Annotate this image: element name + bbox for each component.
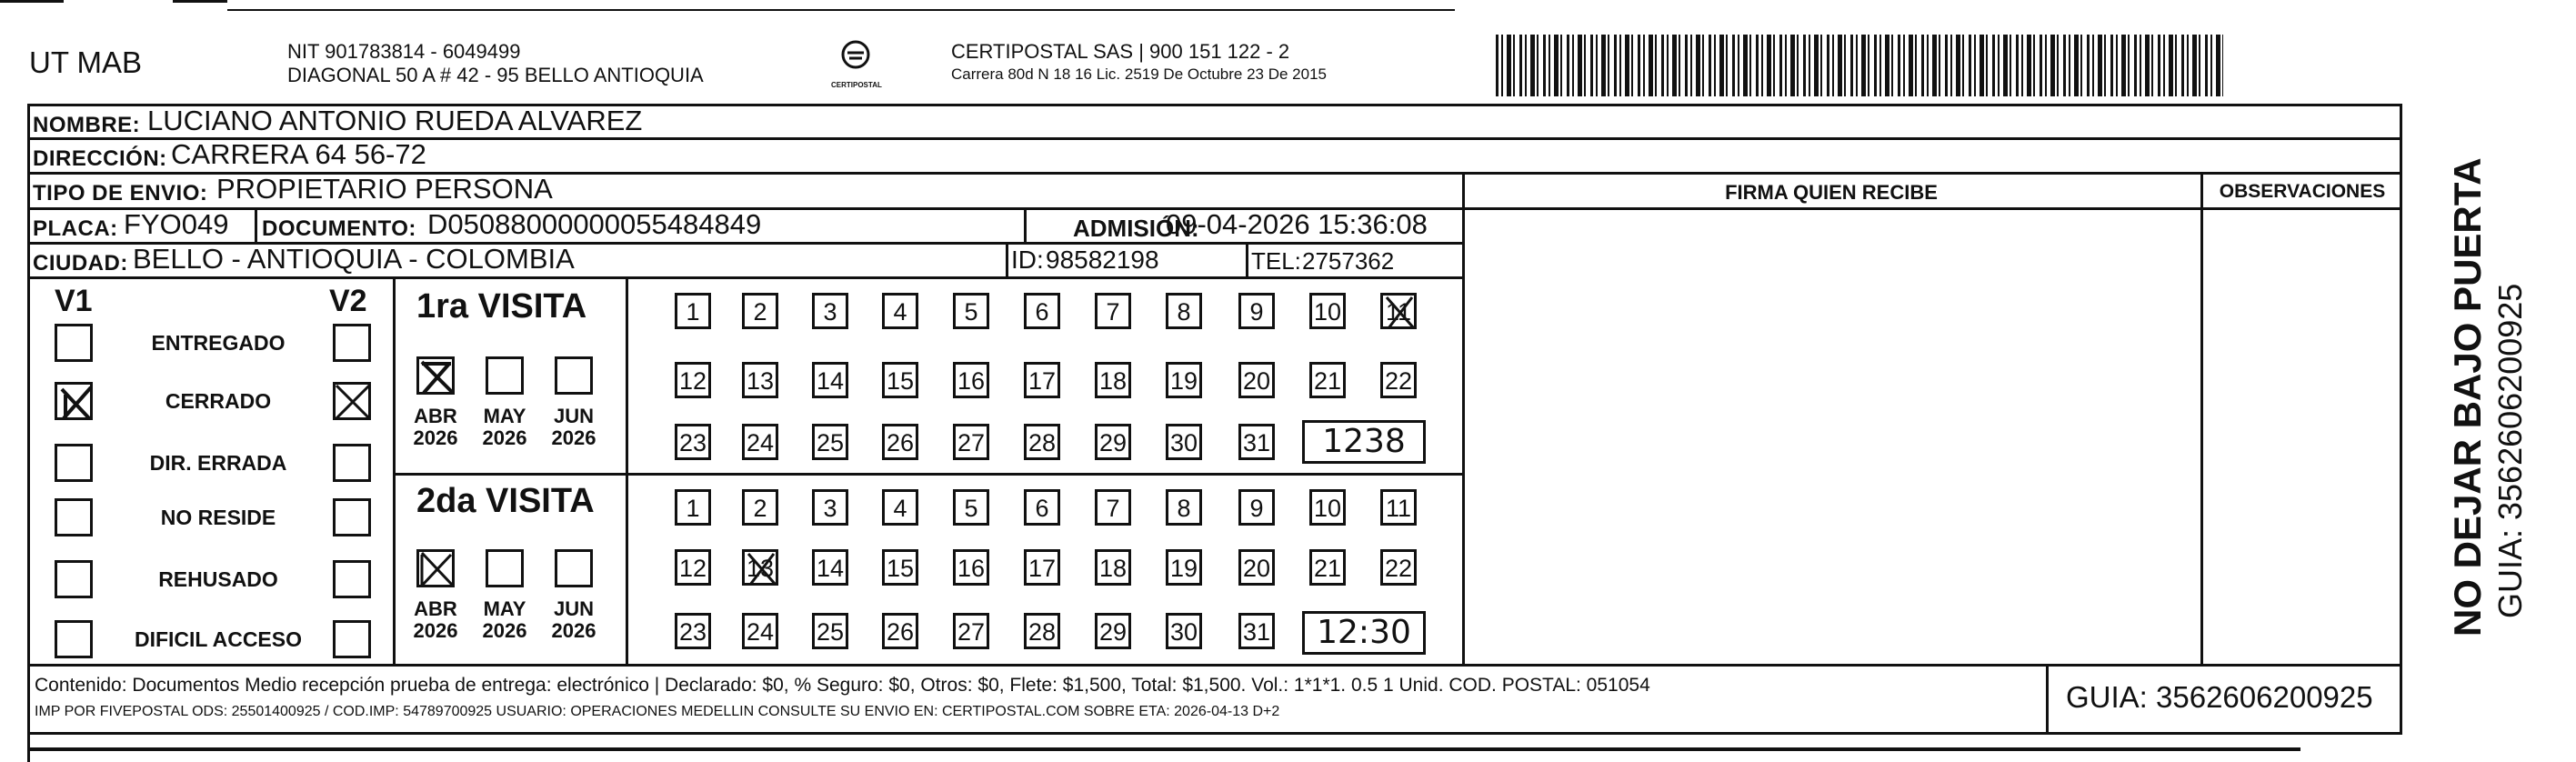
address-label: DIRECCIÓN:	[33, 146, 167, 171]
second-visit-may-checkbox[interactable]	[486, 549, 524, 587]
day-number: 9	[1249, 298, 1264, 326]
footer-divider	[2046, 664, 2049, 735]
second-visit-day-13[interactable]	[742, 549, 778, 586]
check-mark-icon	[416, 549, 455, 587]
day-number: 23	[678, 618, 707, 646]
day-number: 21	[1313, 555, 1342, 582]
bottom-rule	[27, 747, 2300, 751]
first-visit-month-jun: JUN 2026	[551, 405, 596, 449]
status-dir-errada: DIR. ERRADA	[149, 451, 287, 475]
day-number: 29	[1098, 618, 1128, 646]
second-visit-day-23[interactable]	[675, 613, 711, 649]
day-number: 28	[1027, 429, 1057, 456]
row-divider	[27, 276, 1464, 279]
second-visit-day-22[interactable]	[1380, 549, 1417, 586]
v1-dir-errada-checkbox[interactable]	[55, 444, 93, 482]
first-visit-jun-checkbox[interactable]	[555, 356, 593, 395]
day-number: 23	[678, 429, 707, 456]
edge-mark	[0, 0, 64, 3]
second-visit-day-31[interactable]	[1238, 613, 1275, 649]
first-visit-day-14[interactable]	[812, 362, 848, 398]
day-number: 13	[746, 555, 775, 582]
day-number: 31	[1242, 429, 1271, 456]
first-visit-day-28[interactable]	[1024, 424, 1060, 460]
second-visit-abr-checkbox[interactable]	[416, 549, 455, 587]
first-visit-title: 1ra VISITA	[416, 287, 587, 326]
second-visit-day-9[interactable]	[1238, 489, 1275, 526]
day-number: 5	[964, 298, 978, 326]
v2-entregado-checkbox[interactable]	[333, 324, 371, 362]
status-no-reside: NO RESIDE	[160, 506, 276, 529]
day-number: 27	[957, 429, 986, 456]
admission-value: 09-04-2026 15:36:08	[1166, 208, 1428, 240]
day-number: 2	[753, 495, 767, 522]
check-mark-icon	[416, 356, 455, 395]
v1-label: V1	[55, 284, 93, 318]
first-visit-may-checkbox[interactable]	[486, 356, 524, 395]
day-number: 12	[678, 367, 707, 395]
day-number: 24	[746, 618, 775, 646]
second-visit-day-25[interactable]	[812, 613, 848, 649]
first-visit-day-23[interactable]	[675, 424, 711, 460]
id-value: 98582198	[1046, 246, 1159, 274]
first-visit-time: 1238	[1302, 420, 1426, 464]
second-visit-month-may: MAY 2026	[482, 597, 527, 642]
first-visit-abr-checkbox[interactable]	[416, 356, 455, 395]
company-name: UT MAB	[29, 45, 143, 79]
v1-no-reside-checkbox[interactable]	[55, 498, 93, 536]
first-visit-day-11[interactable]	[1380, 293, 1417, 329]
second-visit-month-abr: ABR 2026	[413, 597, 458, 642]
visit-divider	[393, 473, 1462, 476]
second-visit-day-10[interactable]	[1309, 489, 1346, 526]
day-number: 16	[957, 555, 986, 582]
day-number: 26	[886, 429, 915, 456]
day-number: 15	[886, 367, 915, 395]
day-number: 10	[1313, 495, 1342, 522]
day-number: 7	[1106, 298, 1120, 326]
cell-divider	[1024, 207, 1027, 242]
day-number: 20	[1242, 555, 1271, 582]
top-rule	[227, 9, 1455, 11]
tel-value: 2757362	[1302, 247, 1395, 275]
second-visit-day-24[interactable]	[742, 613, 778, 649]
second-visit-day-1[interactable]	[675, 489, 711, 526]
first-visit-day-30[interactable]	[1166, 424, 1202, 460]
day-number: 8	[1177, 298, 1191, 326]
v2-rehusado-checkbox[interactable]	[333, 560, 371, 598]
status-rehusado: REHUSADO	[158, 567, 278, 591]
tel-label: TEL:	[1251, 247, 1301, 275]
check-mark-icon	[55, 382, 93, 420]
v1-cerrado-checkbox[interactable]	[55, 382, 93, 420]
day-number: 1	[686, 298, 700, 326]
recipient-address: CARRERA 64 56-72	[171, 138, 426, 170]
edge-mark	[173, 0, 227, 3]
first-visit-day-1[interactable]	[675, 293, 711, 329]
first-visit-day-19[interactable]	[1166, 362, 1202, 398]
day-number: 26	[886, 618, 915, 646]
status-dificil-acceso: DIFICIL ACCESO	[134, 627, 302, 651]
second-visit-jun-checkbox[interactable]	[555, 549, 593, 587]
cell-divider	[255, 207, 257, 242]
day-number: 9	[1249, 495, 1264, 522]
day-number: 14	[816, 555, 845, 582]
second-visit-day-19[interactable]	[1166, 549, 1202, 586]
day-number: 28	[1027, 618, 1057, 646]
footer-content: Contenido: Documentos Medio recepción prueba de entrega: electrónico | Declarado: $0, % Seguro: $0, Otros: $0, Flete: $1,500, Total: $1,500. Vol.: 1*1*1. 0.5 1 Unid. COD. POSTAL: 051054	[35, 675, 1650, 696]
plate-label: PLACA:	[33, 216, 118, 241]
first-visit-day-7[interactable]	[1095, 293, 1131, 329]
day-number: 22	[1384, 367, 1413, 395]
day-number: 2	[753, 298, 767, 326]
first-visit-day-31[interactable]	[1238, 424, 1275, 460]
day-number: 20	[1242, 367, 1271, 395]
side-guia: GUIA: 3562606200925	[2491, 283, 2529, 618]
first-visit-month-may: MAY 2026	[482, 405, 527, 449]
first-visit-day-25[interactable]	[812, 424, 848, 460]
second-visit-day-12[interactable]	[675, 549, 711, 586]
first-visit-day-24[interactable]	[742, 424, 778, 460]
check-mark-icon	[741, 548, 781, 588]
day-number: 25	[816, 618, 845, 646]
day-number: 18	[1098, 367, 1128, 395]
day-number: 11	[1385, 495, 1412, 522]
day-number: 6	[1035, 495, 1049, 522]
footer-print-info: IMP POR FIVEPOSTAL ODS: 25501400925 / COD.IMP: 54789700925 USUARIO: OPERACIONES MEDELLIN CONSULTE SU ENVIO EN: CERTIPOSTAL.COM SOBRE ETA: 2026-04-13 D+2	[35, 704, 1280, 719]
second-visit-day-28[interactable]	[1024, 613, 1060, 649]
first-visit-day-13[interactable]	[742, 362, 778, 398]
second-visit-day-7[interactable]	[1095, 489, 1131, 526]
second-visit-day-26[interactable]	[882, 613, 918, 649]
status-section-border	[393, 276, 396, 664]
second-visit-day-5[interactable]	[953, 489, 989, 526]
day-number: 16	[957, 367, 986, 395]
second-visit-day-20[interactable]	[1238, 549, 1275, 586]
second-visit-day-3[interactable]	[812, 489, 848, 526]
day-number: 30	[1169, 618, 1198, 646]
observations-header: OBSERVACIONES	[2219, 181, 2386, 202]
second-visit-day-6[interactable]	[1024, 489, 1060, 526]
certipostal-logo: CERTIPOSTAL	[831, 36, 880, 91]
signature-area[interactable]	[1465, 210, 2200, 664]
first-visit-day-8[interactable]	[1166, 293, 1202, 329]
first-visit-day-27[interactable]	[953, 424, 989, 460]
first-visit-day-10[interactable]	[1309, 293, 1346, 329]
cell-divider	[1006, 242, 1008, 276]
footer-guia: GUIA: 3562606200925	[2066, 680, 2373, 714]
second-visit-time: 12:30	[1302, 611, 1426, 655]
first-visit-day-18[interactable]	[1095, 362, 1131, 398]
day-number: 19	[1169, 367, 1198, 395]
cell-divider	[1246, 242, 1248, 276]
day-number: 13	[746, 367, 775, 395]
id-label: ID:	[1011, 246, 1044, 274]
city-value: BELLO - ANTIOQUIA - COLOMBIA	[133, 243, 575, 275]
plate-value: FYO049	[124, 208, 229, 240]
v1-dificil-acceso-checkbox[interactable]	[55, 620, 93, 658]
second-visit-day-21[interactable]	[1309, 549, 1346, 586]
second-visit-day-17[interactable]	[1024, 549, 1060, 586]
first-visit-day-17[interactable]	[1024, 362, 1060, 398]
first-visit-day-4[interactable]	[882, 293, 918, 329]
document-label: DOCUMENTO:	[262, 216, 416, 241]
day-number: 14	[816, 367, 845, 395]
second-visit-day-8[interactable]	[1166, 489, 1202, 526]
day-number: 15	[886, 555, 915, 582]
day-number: 21	[1313, 367, 1342, 395]
second-visit-day-2[interactable]	[742, 489, 778, 526]
v2-dir-errada-checkbox[interactable]	[333, 444, 371, 482]
v2-cerrado-checkbox[interactable]	[333, 382, 371, 420]
company-address: DIAGONAL 50 A # 42 - 95 BELLO ANTIOQUIA	[287, 64, 704, 86]
first-visit-day-15[interactable]	[882, 362, 918, 398]
day-number: 7	[1106, 495, 1120, 522]
carrier-name: CERTIPOSTAL SAS | 900 151 122 - 2	[951, 40, 1290, 63]
day-number: 25	[816, 429, 845, 456]
day-number: 3	[823, 495, 837, 522]
first-visit-day-5[interactable]	[953, 293, 989, 329]
second-visit-day-29[interactable]	[1095, 613, 1131, 649]
day-number: 6	[1035, 298, 1049, 326]
signature-header: FIRMA QUIEN RECIBE	[1725, 181, 1938, 204]
shipment-type: PROPIETARIO PERSONA	[216, 173, 553, 205]
observations-area[interactable]	[2203, 210, 2401, 664]
day-number: 17	[1027, 367, 1057, 395]
day-number: 19	[1169, 555, 1198, 582]
second-visit-day-11[interactable]	[1380, 489, 1417, 526]
day-number: 10	[1313, 298, 1342, 326]
day-number: 8	[1177, 495, 1191, 522]
recipient-name: LUCIANO ANTONIO RUEDA ALVAREZ	[147, 105, 643, 136]
v1-rehusado-checkbox[interactable]	[55, 560, 93, 598]
day-number: 17	[1027, 555, 1057, 582]
first-visit-day-9[interactable]	[1238, 293, 1275, 329]
side-warning: NO DEJAR BAJO PUERTA	[2446, 157, 2489, 637]
first-visit-day-20[interactable]	[1238, 362, 1275, 398]
first-visit-month-abr: ABR 2026	[413, 405, 458, 449]
shipment-type-label: TIPO DE ENVIO:	[33, 181, 208, 206]
day-number: 3	[823, 298, 837, 326]
second-visit-day-16[interactable]	[953, 549, 989, 586]
day-number: 11	[1385, 298, 1412, 326]
second-visit-day-14[interactable]	[812, 549, 848, 586]
day-number: 30	[1169, 429, 1198, 456]
visit-day-divider	[626, 276, 628, 664]
second-visit-day-15[interactable]	[882, 549, 918, 586]
first-visit-day-3[interactable]	[812, 293, 848, 329]
first-visit-day-2[interactable]	[742, 293, 778, 329]
first-visit-day-29[interactable]	[1095, 424, 1131, 460]
first-visit-day-26[interactable]	[882, 424, 918, 460]
tracking-barcode	[1496, 35, 2223, 96]
bottom-tick	[27, 735, 30, 762]
v2-no-reside-checkbox[interactable]	[333, 498, 371, 536]
day-number: 4	[893, 298, 907, 326]
day-number: 22	[1384, 555, 1413, 582]
company-nit: NIT 901783814 - 6049499	[287, 40, 521, 63]
second-visit-day-30[interactable]	[1166, 613, 1202, 649]
second-visit-day-4[interactable]	[882, 489, 918, 526]
day-number: 29	[1098, 429, 1128, 456]
check-mark-icon	[1379, 292, 1419, 332]
day-number: 1	[686, 495, 700, 522]
day-number: 5	[964, 495, 978, 522]
first-visit-day-6[interactable]	[1024, 293, 1060, 329]
status-cerrado: CERRADO	[165, 389, 272, 413]
day-number: 27	[957, 618, 986, 646]
day-number: 18	[1098, 555, 1128, 582]
first-visit-day-16[interactable]	[953, 362, 989, 398]
day-number: 4	[893, 495, 907, 522]
v2-dificil-acceso-checkbox[interactable]	[333, 620, 371, 658]
document-value: D05088000000055484849	[427, 208, 762, 240]
second-visit-title: 2da VISITA	[416, 482, 595, 520]
carrier-address: Carrera 80d N 18 16 Lic. 2519 De Octubre 23 De 2015	[951, 65, 1327, 83]
day-number: 31	[1242, 618, 1271, 646]
name-label: NOMBRE:	[33, 113, 141, 137]
check-mark-icon	[333, 382, 371, 420]
second-visit-day-18[interactable]	[1095, 549, 1131, 586]
first-visit-day-21[interactable]	[1309, 362, 1346, 398]
v1-entregado-checkbox[interactable]	[55, 324, 93, 362]
second-visit-month-jun: JUN 2026	[551, 597, 596, 642]
city-label: CIUDAD:	[33, 251, 128, 276]
admission-label: ADMISIÓN:	[1073, 215, 1199, 242]
v2-label: V2	[329, 284, 367, 318]
day-number: 24	[746, 429, 775, 456]
status-entregado: ENTREGADO	[151, 331, 286, 355]
first-visit-day-22[interactable]	[1380, 362, 1417, 398]
second-visit-day-27[interactable]	[953, 613, 989, 649]
day-number: 12	[678, 555, 707, 582]
first-visit-day-12[interactable]	[675, 362, 711, 398]
